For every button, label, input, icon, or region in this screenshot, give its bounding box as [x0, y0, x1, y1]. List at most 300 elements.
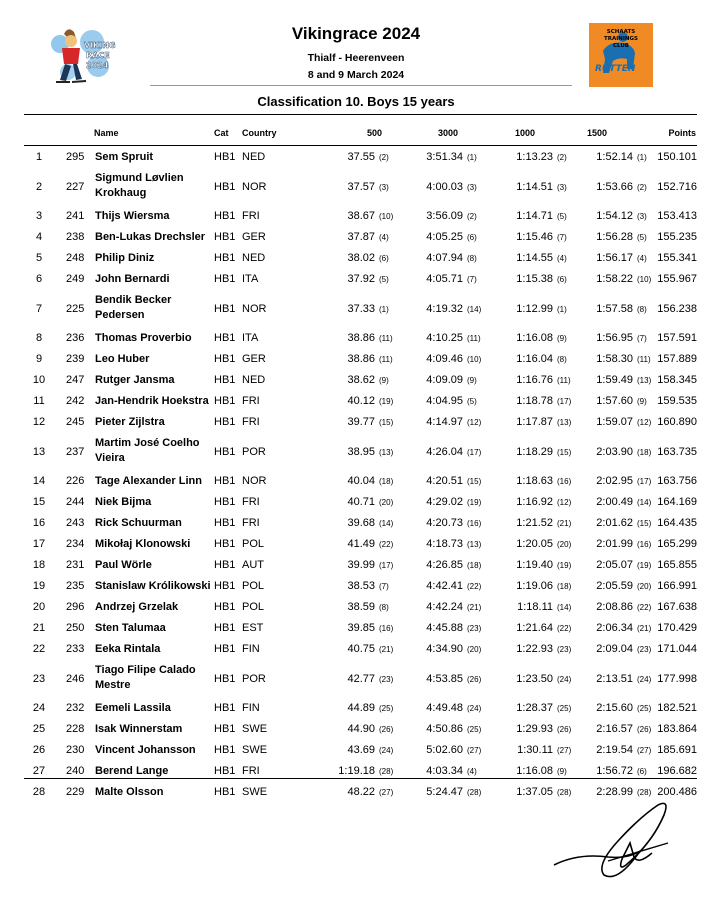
country-cell: POL [242, 538, 265, 550]
table-row [0, 514, 712, 535]
time-500: 40.12 [347, 395, 375, 407]
time-3000-cell [426, 601, 488, 613]
time-500-rank: (4) [379, 233, 389, 242]
time-1500-cell [596, 303, 658, 315]
signature [548, 795, 688, 895]
time-3000: 4:19.32 [426, 303, 463, 315]
time-1000-cell [516, 446, 578, 458]
time-1500: 2:02.95 [596, 475, 633, 487]
skater-name: Tiago Filipe Calado Mestre [95, 664, 196, 691]
time-3000-rank: (1) [467, 153, 477, 162]
time-3000: 5:02.60 [426, 744, 463, 756]
time-1500-cell [596, 765, 658, 777]
table-row [0, 329, 712, 350]
time-1000: 1:16.04 [516, 353, 553, 365]
time-500: 38.02 [347, 252, 375, 264]
country-cell: POR [242, 446, 266, 458]
time-3000-cell [426, 580, 488, 592]
time-3000-cell [426, 673, 488, 685]
time-1000-cell [516, 559, 578, 571]
time-500: 38.86 [347, 332, 375, 344]
time-500-cell [347, 538, 400, 550]
time-1500-cell [596, 559, 658, 571]
time-1000-rank: (3) [557, 183, 567, 192]
table-row [0, 762, 712, 783]
time-500-rank: (6) [379, 254, 389, 263]
bib-cell: 237 [66, 446, 85, 458]
time-1000-rank: (25) [557, 704, 572, 713]
points-cell: 153.413 [657, 210, 697, 222]
time-500: 43.69 [347, 744, 375, 756]
time-1000: 1:19.40 [516, 559, 553, 571]
time-1500: 1:57.60 [596, 395, 633, 407]
time-1500-cell [596, 446, 658, 458]
time-1500-rank: (4) [637, 254, 647, 263]
col-points: Points [668, 128, 696, 138]
time-1000-rank: (16) [557, 477, 572, 486]
time-1500-cell [596, 374, 658, 386]
time-1500-cell [596, 231, 658, 243]
rank-cell: 3 [35, 210, 43, 222]
bib-cell: 239 [66, 353, 85, 365]
time-3000: 4:09.09 [426, 374, 463, 386]
points-cell: 156.238 [657, 303, 697, 315]
country-cell: NOR [242, 475, 267, 487]
time-500-cell [347, 786, 400, 798]
time-1000-rank: (26) [557, 725, 572, 734]
time-1500: 2:08.86 [596, 601, 633, 613]
country-cell: NED [242, 374, 266, 386]
time-1500: 2:00.49 [596, 496, 633, 508]
time-1500-cell [596, 475, 658, 487]
rank-cell: 9 [35, 353, 43, 365]
time-500-cell [347, 395, 400, 407]
time-500-cell [347, 496, 400, 508]
table-row [0, 291, 712, 329]
rank-cell: 23 [32, 673, 46, 685]
time-1000-rank: (21) [557, 519, 572, 528]
time-3000: 4:29.02 [426, 496, 463, 508]
category-cell: HB1 [214, 210, 236, 222]
time-500-cell [347, 374, 400, 386]
category-cell: HB1 [214, 622, 236, 634]
time-1000-cell [516, 210, 578, 222]
time-3000: 4:03.34 [426, 765, 463, 777]
time-1500: 1:59.49 [596, 374, 633, 386]
time-1000-cell [516, 496, 578, 508]
skater-name: Stanislaw Królikowski [95, 580, 211, 592]
time-1000: 1:15.46 [516, 231, 553, 243]
time-1500-rank: (10) [637, 275, 652, 284]
points-cell: 167.638 [657, 601, 697, 613]
time-500-rank: (25) [379, 704, 394, 713]
table-row [0, 535, 712, 556]
time-1500-rank: (8) [637, 305, 647, 314]
time-1000-cell [516, 517, 578, 529]
time-3000-rank: (7) [467, 275, 477, 284]
skater-name: Isak Winnerstam [95, 723, 183, 735]
time-1000: 1:16.76 [516, 374, 553, 386]
time-1500-cell [596, 210, 658, 222]
country-cell: NOR [242, 181, 267, 193]
time-500-cell [347, 622, 400, 634]
col-1000: 1000 [514, 128, 535, 138]
time-1000-rank: (17) [557, 397, 572, 406]
bib-cell: 250 [66, 622, 85, 634]
bib-cell: 228 [66, 723, 85, 735]
time-1500-rank: (14) [637, 498, 652, 507]
rank-cell: 19 [32, 580, 46, 592]
table-row [0, 413, 712, 434]
time-3000-cell [426, 332, 488, 344]
points-cell: 182.521 [657, 702, 697, 714]
country-cell: POR [242, 673, 266, 685]
country-cell: FRI [242, 416, 260, 428]
rank-cell: 18 [32, 559, 46, 571]
time-1500-rank: (17) [637, 477, 652, 486]
category-cell: HB1 [214, 559, 236, 571]
skater-name: Sigmund Løvlien Krokhaug [95, 172, 184, 199]
time-500-cell [347, 181, 400, 193]
time-3000-cell [426, 416, 488, 428]
time-500-rank: (27) [379, 788, 394, 797]
country-cell: FRI [242, 517, 260, 529]
time-3000: 4:05.25 [426, 231, 463, 243]
time-1500-cell [596, 538, 658, 550]
time-1000-cell [516, 765, 578, 777]
time-1000-cell [516, 723, 578, 735]
time-1000-cell [516, 538, 578, 550]
time-3000-cell [426, 446, 488, 458]
time-3000-rank: (6) [467, 233, 477, 242]
time-500: 41.49 [347, 538, 375, 550]
points-cell: 200.486 [657, 786, 697, 798]
svg-text:CLUB: CLUB [612, 43, 630, 49]
classification-title: Classification 10. Boys 15 years [257, 94, 455, 109]
rank-cell: 25 [32, 723, 46, 735]
bib-cell: 234 [66, 538, 85, 550]
rank-cell: 17 [32, 538, 46, 550]
time-1500-rank: (7) [637, 334, 647, 343]
time-3000: 4:50.86 [426, 723, 463, 735]
time-3000: 4:18.73 [426, 538, 463, 550]
time-3000-rank: (21) [467, 603, 482, 612]
bib-cell: 229 [66, 786, 85, 798]
bib-cell: 248 [66, 252, 85, 264]
table-header-rule [24, 145, 697, 146]
time-500: 44.90 [347, 723, 375, 735]
time-1500-cell [596, 181, 658, 193]
bib-cell: 245 [66, 416, 85, 428]
time-3000-rank: (12) [467, 418, 482, 427]
time-3000-cell [426, 252, 488, 264]
time-1000-rank: (22) [557, 624, 572, 633]
time-3000-cell [426, 517, 488, 529]
col-cat: Cat [214, 128, 229, 138]
time-1000: 1:15.38 [516, 273, 553, 285]
time-1000: 1:17.87 [516, 416, 553, 428]
time-1500-cell [596, 353, 658, 365]
category-cell: HB1 [214, 374, 236, 386]
time-1000-rank: (7) [557, 233, 567, 242]
table-row [0, 598, 712, 619]
time-500: 38.86 [347, 353, 375, 365]
skater-name: Sem Spruit [95, 151, 154, 163]
time-1000-cell [516, 252, 578, 264]
time-1500-rank: (1) [637, 153, 647, 162]
time-500-cell [347, 332, 400, 344]
time-1500: 1:56.95 [596, 332, 633, 344]
time-3000: 4:05.71 [426, 273, 463, 285]
skater-name: Martim José Coelho Vieira [95, 437, 200, 464]
venue: Thialf - Heerenveen [307, 52, 405, 64]
time-1500-cell [596, 273, 658, 285]
svg-text:RACE: RACE [86, 51, 110, 60]
time-3000-rank: (5) [467, 397, 477, 406]
bib-cell: 225 [66, 303, 85, 315]
time-500: 39.77 [347, 416, 375, 428]
country-cell: NED [242, 151, 266, 163]
svg-text:2024: 2024 [86, 61, 109, 70]
time-500: 37.33 [347, 303, 375, 315]
points-cell: 159.535 [657, 395, 697, 407]
header-divider [150, 85, 572, 86]
table-row [0, 228, 712, 249]
time-1500-cell [596, 252, 658, 264]
rank-cell: 16 [32, 517, 46, 529]
table-row [0, 207, 712, 228]
time-1000-rank: (9) [557, 334, 567, 343]
time-1000-rank: (4) [557, 254, 567, 263]
points-cell: 155.967 [657, 273, 697, 285]
time-500-rank: (20) [379, 498, 394, 507]
time-3000: 4:45.88 [426, 622, 463, 634]
time-500-cell [347, 353, 400, 365]
time-1500-rank: (28) [637, 788, 652, 797]
col-3000: 3000 [437, 128, 458, 138]
time-3000-cell [426, 744, 488, 756]
time-1000-rank: (1) [557, 305, 567, 314]
svg-text:VIKING: VIKING [84, 41, 116, 50]
time-3000-cell [426, 702, 488, 714]
time-1500: 1:53.66 [596, 181, 633, 193]
country-cell: FIN [242, 643, 260, 655]
time-3000: 4:14.97 [426, 416, 463, 428]
time-1000-rank: (6) [557, 275, 567, 284]
time-500-cell [347, 231, 400, 243]
time-500: 38.53 [347, 580, 375, 592]
time-3000-cell [426, 475, 488, 487]
rank-cell: 27 [32, 765, 46, 777]
time-1000-rank: (8) [557, 355, 567, 364]
bib-cell: 226 [66, 475, 85, 487]
country-cell: AUT [242, 559, 264, 571]
time-1500: 2:01.99 [596, 538, 633, 550]
country-cell: FRI [242, 496, 260, 508]
category-cell: HB1 [214, 151, 236, 163]
time-1500-cell [596, 416, 658, 428]
time-1000: 1:14.55 [516, 252, 553, 264]
time-1500-rank: (6) [637, 767, 647, 776]
time-500-rank: (28) [379, 767, 394, 776]
rank-cell: 6 [35, 273, 43, 285]
country-cell: EST [242, 622, 264, 634]
rank-cell: 28 [32, 786, 46, 798]
time-1000: 1:14.51 [516, 181, 553, 193]
category-cell: HB1 [214, 723, 236, 735]
time-3000: 4:20.51 [426, 475, 463, 487]
time-500: 39.68 [347, 517, 375, 529]
points-cell: 155.341 [657, 252, 697, 264]
time-3000: 4:42.24 [426, 601, 463, 613]
skater-name: Eemeli Lassila [95, 702, 171, 714]
skater-name: Bendik Becker Pedersen [95, 294, 172, 321]
time-500-cell [347, 702, 400, 714]
points-cell: 170.429 [657, 622, 697, 634]
points-cell: 183.864 [657, 723, 697, 735]
time-1000: 1:37.05 [516, 786, 553, 798]
time-1000: 1:19.06 [516, 580, 553, 592]
time-3000-cell [426, 765, 488, 777]
skater-name: Paul Wörle [95, 559, 152, 571]
time-3000-rank: (2) [467, 212, 477, 221]
time-3000-rank: (19) [467, 498, 482, 507]
svg-text:TRAININGS: TRAININGS [603, 36, 639, 42]
time-1500: 2:13.51 [596, 673, 633, 685]
time-1500-cell [596, 580, 658, 592]
skater-name: Tage Alexander Linn [95, 475, 202, 487]
table-row [0, 661, 712, 699]
category-cell: HB1 [214, 702, 236, 714]
time-500: 37.92 [347, 273, 375, 285]
rank-cell: 11 [33, 395, 45, 407]
time-1000-cell [516, 273, 578, 285]
time-3000-cell [426, 353, 488, 365]
time-3000: 4:49.48 [426, 702, 463, 714]
rank-cell: 15 [32, 496, 46, 508]
time-500-cell [347, 643, 400, 655]
table-row [0, 741, 712, 762]
time-1500-rank: (15) [637, 519, 652, 528]
points-cell: 171.044 [657, 643, 697, 655]
bib-cell: 235 [66, 580, 85, 592]
time-3000: 4:34.90 [426, 643, 463, 655]
points-cell: 157.591 [657, 332, 697, 344]
col-name: Name [94, 128, 119, 138]
time-3000: 4:26.85 [426, 559, 463, 571]
time-1500-rank: (16) [637, 540, 652, 549]
rank-cell: 2 [35, 181, 43, 193]
rank-cell: 22 [32, 643, 46, 655]
time-1500-cell [596, 151, 658, 163]
time-3000-cell [426, 151, 488, 163]
country-cell: GER [242, 353, 266, 365]
time-1000-rank: (15) [557, 448, 572, 457]
time-500: 40.71 [347, 496, 375, 508]
table-row [0, 699, 712, 720]
time-1000-rank: (28) [557, 788, 572, 797]
time-1000-cell [516, 353, 578, 365]
time-500-cell [347, 559, 400, 571]
time-1500-rank: (27) [637, 746, 652, 755]
time-3000-cell [426, 210, 488, 222]
time-1000: 1:18.63 [516, 475, 553, 487]
time-3000-rank: (20) [467, 645, 482, 654]
skater-name: Sten Talumaa [95, 622, 166, 634]
time-1000-cell [516, 416, 578, 428]
time-1500: 2:01.62 [596, 517, 633, 529]
time-3000-cell [426, 643, 488, 655]
time-1500-cell [596, 517, 658, 529]
country-cell: FRI [242, 210, 260, 222]
time-1000-cell [517, 744, 578, 756]
bib-cell: 295 [66, 151, 85, 163]
time-3000-rank: (27) [467, 746, 482, 755]
skater-name: Ben-Lukas Drechsler [95, 231, 206, 243]
time-1000: 1:12.99 [516, 303, 553, 315]
time-500-rank: (19) [379, 397, 394, 406]
time-1500: 1:56.17 [596, 252, 633, 264]
time-500-rank: (2) [379, 153, 389, 162]
skater-name: Niek Bijma [95, 496, 152, 508]
bib-cell: 230 [66, 744, 85, 756]
points-cell: 157.889 [657, 353, 697, 365]
event-date: 8 and 9 March 2024 [307, 69, 405, 81]
table-row [0, 350, 712, 371]
time-1500-cell [596, 332, 658, 344]
time-3000-rank: (16) [467, 519, 482, 528]
category-cell: HB1 [214, 446, 236, 458]
time-1500-cell [596, 723, 658, 735]
time-1500-rank: (3) [637, 212, 647, 221]
time-500-cell [347, 517, 400, 529]
rank-cell: 24 [32, 702, 46, 714]
bib-cell: 233 [66, 643, 85, 655]
rank-cell: 10 [32, 374, 46, 386]
country-cell: NOR [242, 303, 267, 315]
time-1000: 1:22.93 [516, 643, 553, 655]
bib-cell: 240 [66, 765, 85, 777]
time-1500-rank: (9) [637, 397, 647, 406]
time-500-cell [347, 416, 400, 428]
time-3000-cell [426, 622, 488, 634]
time-500: 37.87 [347, 231, 375, 243]
time-3000-cell [426, 374, 488, 386]
time-1500: 1:52.14 [596, 151, 633, 163]
time-500-rank: (3) [379, 183, 389, 192]
category-cell: HB1 [214, 416, 236, 428]
rank-cell: 5 [35, 252, 43, 264]
rank-cell: 20 [32, 601, 46, 613]
skater-name: Thijs Wiersma [95, 210, 170, 222]
table-row [0, 720, 712, 741]
time-3000-rank: (14) [467, 305, 482, 314]
time-500: 42.77 [347, 673, 375, 685]
category-cell: HB1 [214, 252, 236, 264]
country-cell: FRI [242, 395, 260, 407]
time-500-rank: (1) [379, 305, 389, 314]
skater-name: Thomas Proverbio [95, 332, 192, 344]
time-1000-rank: (18) [557, 582, 572, 591]
rank-cell: 21 [32, 622, 46, 634]
time-1000: 1:16.08 [516, 332, 553, 344]
time-1500: 2:05.59 [596, 580, 633, 592]
time-500-cell [347, 580, 400, 592]
rank-cell: 14 [32, 475, 46, 487]
points-cell: 165.299 [657, 538, 697, 550]
time-1000-cell [516, 702, 578, 714]
time-500-rank: (11) [379, 355, 393, 364]
